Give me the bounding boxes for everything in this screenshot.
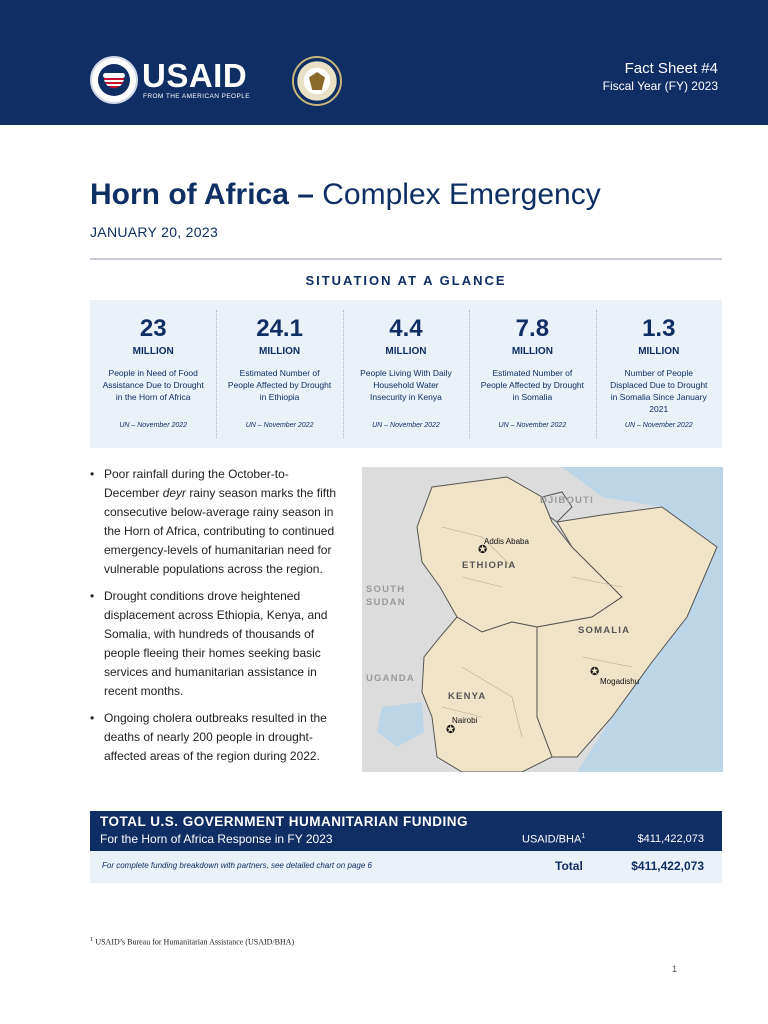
map-label-uganda: UGANDA xyxy=(366,673,415,684)
list-item: • Ongoing cholera outbreaks resulted in the deaths of nearly 200 people in drought-affected areas of the region during 2022. xyxy=(90,709,338,766)
glance-stat xyxy=(596,300,722,448)
list-item: • Poor rainfall during the October-to-December deyr rainy season marks the fifth consecutive below-average rainy season in the Horn of Africa, contributing to continued emergency-levels of humanitarian need for vulnerable populations across the region. xyxy=(90,465,338,579)
page-title xyxy=(90,178,601,212)
stat-unit: MILLION xyxy=(511,346,553,357)
region-map xyxy=(362,467,723,772)
map-city-mogadishu: Mogadishu xyxy=(600,677,640,686)
stat-source: UN – November 2022 xyxy=(498,422,567,429)
stat-number: 4.4 xyxy=(389,315,423,342)
usaid-seal-icon xyxy=(90,56,138,104)
stat-number: 23 xyxy=(139,315,167,342)
funding-heading: TOTAL U.S. GOVERNMENT HUMANITARIAN FUNDING xyxy=(100,814,468,829)
stat-description: Estimated Number of People Affected by Drought in Ethiopia xyxy=(227,368,332,402)
stat-unit: MILLION xyxy=(638,346,680,357)
funding-note: For complete funding breakdown with partners, see detailed chart on page 6 xyxy=(102,861,372,870)
report-date: JANUARY 20, 2023 xyxy=(90,224,219,240)
map-city-addis-ababa: Addis Ababa xyxy=(484,537,529,546)
glance-heading: SITUATION AT A GLANCE xyxy=(305,273,507,288)
glance-stat xyxy=(216,300,342,448)
stat-source: UN – November 2022 xyxy=(372,422,440,429)
map-label-somalia: SOMALIA xyxy=(578,625,631,636)
page-title-regular: Complex Emergency xyxy=(313,178,601,211)
stat-number: 7.8 xyxy=(515,315,550,342)
map-label-kenya: KENYA xyxy=(448,691,487,702)
fact-sheet-number: Fact Sheet #4 xyxy=(624,60,718,77)
key-points-list xyxy=(90,465,338,774)
map-label-south-sudan-2: SUDAN xyxy=(366,597,406,608)
stat-description: People Living With Daily Household Water Insecurity in Kenya xyxy=(360,368,452,402)
funding-subheading: For the Horn of Africa Response in FY 2023 xyxy=(100,832,333,846)
capital-star-icon: ✪ xyxy=(478,544,488,556)
list-item: • Drought conditions drove heightened displacement across Ethiopia, Kenya, and Somalia, with hundreds of thousands of people fleeing their homes seeking basic services and humanitarian assistance in recent months. xyxy=(90,587,338,701)
funding-agency-amount: $411,422,073 xyxy=(637,833,704,845)
page-number: 1 xyxy=(672,964,678,974)
capital-star-icon: ✪ xyxy=(446,724,456,736)
glance-stat xyxy=(90,300,216,448)
funding-total-label: Total xyxy=(555,859,583,873)
map-graphic xyxy=(362,467,723,772)
usaid-logo-text: USAID xyxy=(142,57,248,94)
glance-stat xyxy=(469,300,595,448)
stat-unit: MILLION xyxy=(132,346,174,357)
stat-unit: MILLION xyxy=(385,346,427,357)
divider xyxy=(90,258,722,260)
map-label-ethiopia: ETHIOPIA xyxy=(462,560,517,571)
funding-total-amount: $411,422,073 xyxy=(631,859,704,873)
map-kenya xyxy=(422,617,552,772)
funding-agency: USAID/BHA$^1$ xyxy=(522,833,586,846)
stat-description: People in Need of Food Assistance Due to Drought in the Horn of Africa xyxy=(102,368,204,402)
map-label-djibouti: DJIBOUTI xyxy=(540,495,594,506)
glance-stat xyxy=(343,300,469,448)
stat-description: Estimated Number of People Affected by Drought in Somalia xyxy=(480,368,585,402)
fiscal-year: Fiscal Year (FY) 2023 xyxy=(602,79,718,93)
capital-star-icon: ✪ xyxy=(590,666,600,678)
funding-total-row xyxy=(90,851,722,883)
stat-source: UN – November 2022 xyxy=(245,422,314,429)
stat-source: UN – November 2022 xyxy=(119,422,188,429)
stat-number: 1.3 xyxy=(642,315,676,342)
stat-unit: MILLION xyxy=(259,346,301,357)
state-department-seal-icon xyxy=(292,56,342,106)
stat-description: Number of People Displaced Due to Drought in Somalia Since January 2021 xyxy=(610,368,708,414)
funding-header xyxy=(90,811,722,851)
glance-panel xyxy=(90,300,722,448)
footnote: $^1$ USAID’s Bureau for Humanitarian Assistance (USAID/BHA) xyxy=(90,936,295,947)
stat-number: 24.1 xyxy=(256,315,303,342)
page-title-bold: Horn of Africa – xyxy=(90,178,314,211)
map-label-south-sudan-1: SOUTH xyxy=(366,584,406,595)
stat-source: UN – November 2022 xyxy=(624,422,693,429)
map-city-nairobi: Nairobi xyxy=(452,716,478,725)
usaid-tagline: FROM THE AMERICAN PEOPLE xyxy=(143,93,250,100)
header-banner xyxy=(0,0,768,125)
